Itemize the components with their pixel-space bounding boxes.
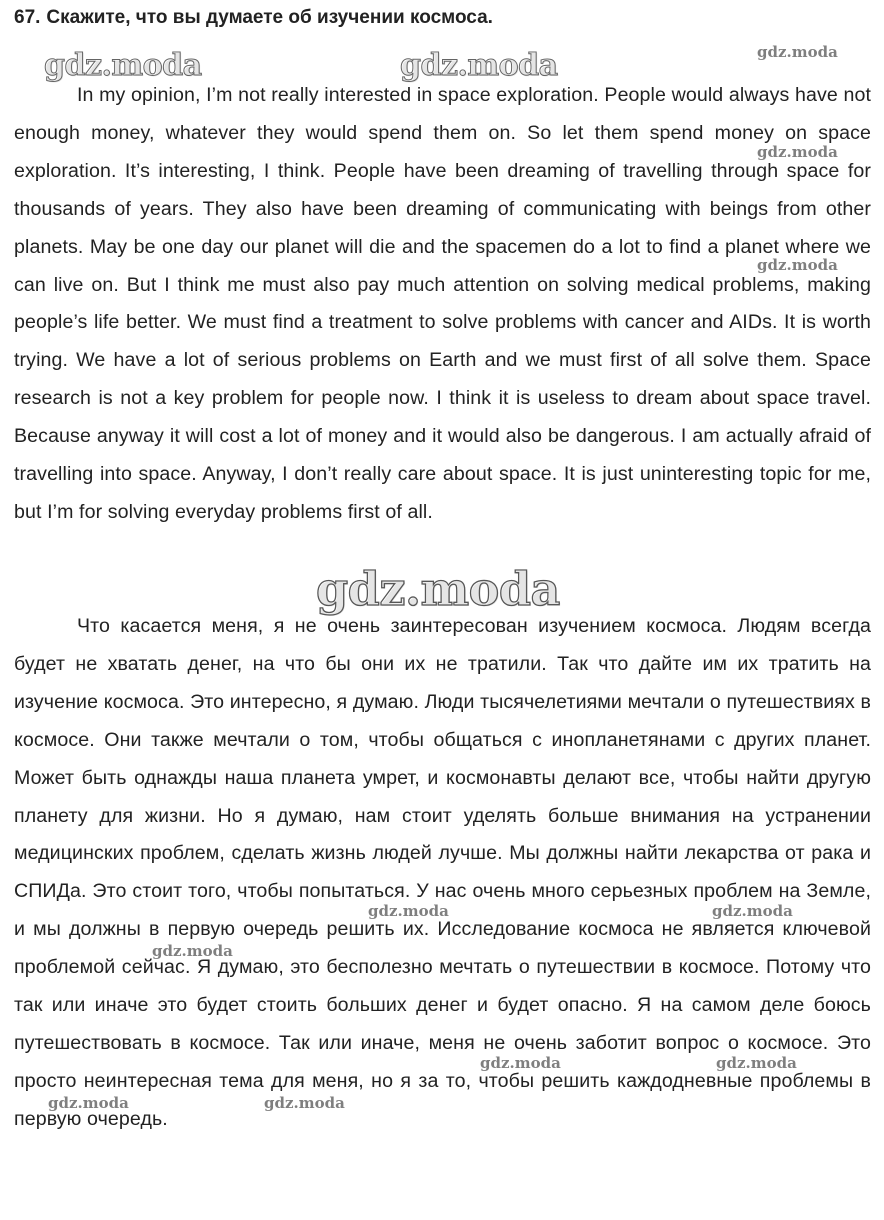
exercise-heading: [14, 6, 493, 30]
exercise-title: Скажите, что вы думаете об изучении космоса.: [46, 7, 493, 28]
exercise-number: 67.: [14, 7, 41, 28]
watermark: gdz.moda: [757, 256, 838, 274]
watermark: gdz.moda: [264, 1094, 345, 1112]
watermark: gdz.moda: [757, 143, 838, 161]
watermark: gdz.moda: [152, 942, 233, 960]
watermark: gdz.moda: [400, 48, 558, 83]
watermark: gdz.moda: [368, 902, 449, 920]
watermark: gdz.moda: [712, 902, 793, 920]
watermark: gdz.moda: [480, 1054, 561, 1072]
watermark: gdz.moda: [44, 48, 202, 83]
watermark: gdz.moda: [757, 43, 838, 61]
watermark: gdz.moda: [716, 1054, 797, 1072]
russian-translation-paragraph: Что касается меня, я не очень заинтересован изучением космоса. Людям всегда будет не хватать денег, на что бы они их не тратили. Так что дайте им их тратить на изучение космоса. Это интересно, я думаю. Люди тысячелетиями мечтали о путешествиях в космосе. Они также мечтали о том, чтобы общаться с инопланетянами с других планет. Может быть однажды наша планета умрет, и космонавты делают все, чтобы найти другую планету для жизни. Но я думаю, нам стоит уделять больше внимания на устранении медицинских проблем, сделать жизнь людей лучше. Мы должны найти лекарства от рака и СПИДа. Это стоит того, чтобы попытаться. У нас очень много серьезных проблем на Земле, и мы должны в первую очередь решить их. Исследование космоса не является ключевой проблемой сейчас. Я думаю, это бесполезно мечтать о путешествии в космосе. Потому что так или иначе это будет стоить больших денег и будет опасно. Я на самом деле боюсь путешествовать в космосе. Так или иначе, меня не очень заботит вопрос о космосе. Это просто неинтересная тема для меня, но я за то, чтобы решить каждодневные проблемы в первую очередь.: [14, 615, 871, 1130]
watermark: gdz.moda: [316, 562, 560, 616]
english-answer-paragraph: In my opinion, I’m not really interested in space exploration. People would always have not enough money, whatever they would spend them on. So let them spend money on space exploration. It’s interesting, I think. People have been dreaming of travelling through space for thousands of years. They also have been dreaming of communicating with beings from other planets. May be one day our planet will die and the spacemen do a lot to find a planet where we can live on. But I think me must also pay much attention on solving medical problems, making people’s life better. We must find a treatment to solve problems with cancer and AIDs. It is worth trying. We have a lot of serious problems on Earth and we must first of all solve them. Space research is not a key problem for people now. I think it is useless to dream about space travel. Because anyway it will cost a lot of money and it would also be dangerous. I am actually afraid of travelling into space. Anyway, I don’t really care about space. It is just uninteresting topic for me, but I’m for solving everyday problems first of all.: [14, 84, 871, 523]
watermark: gdz.moda: [48, 1094, 129, 1112]
